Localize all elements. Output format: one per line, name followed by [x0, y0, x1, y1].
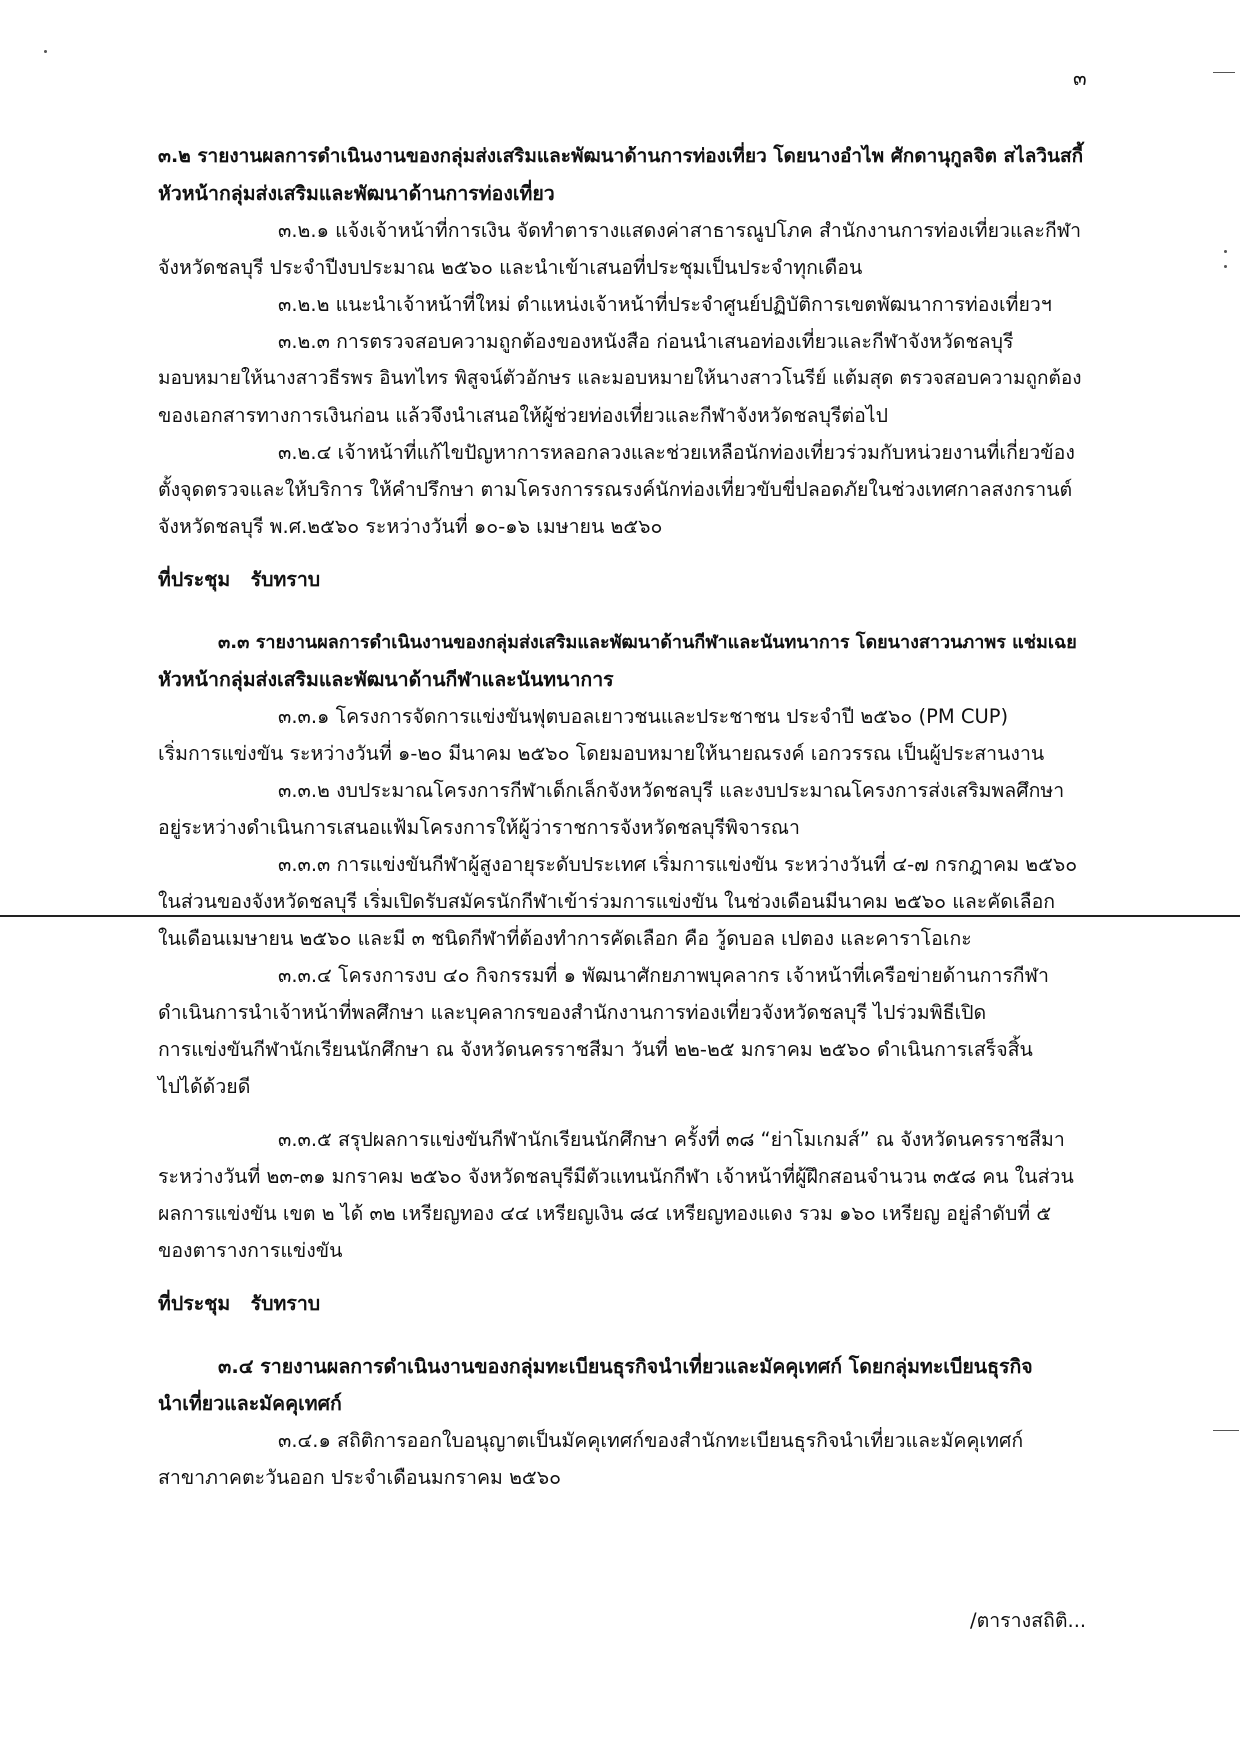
item-line: ดำเนินการนำเจ้าหน้าที่พลศึกษา และบุคลากรของสำนักงานการท่องเที่ยวจังหวัดชลบุรี ไปร่วมพิธีเปิด [158, 1001, 987, 1024]
item-line: ระหว่างวันที่ ๒๓-๓๑ มกราคม ๒๕๖๐ จังหวัดชลบุรีมีตัวแทนนักกีฬา เจ้าหน้าที่ผู้ฝึกสอนจำนวน ๓๕๘ คน ในส่วน [158, 1165, 1074, 1188]
item-line: มอบหมายให้นางสาวธีรพร อินทไทร พิสูจน์ตัวอักษร และมอบหมายให้นางสาวโนรีย์ แต้มสุด ตรวจสอบความถูกต้อง [158, 367, 1082, 389]
heading-line: ๓.๔ รายงานผลการดำเนินงานของกลุ่มทะเบียนธุรกิจนำเที่ยวและมัคคุเทศก์ โดยกลุ่มทะเบียนธุรกิจ [218, 1355, 1033, 1378]
section-3-4 [158, 1348, 1098, 1496]
item-3-3-4 [158, 957, 1098, 1105]
item-3-2-1 [158, 212, 1098, 286]
item-3-2-2 [158, 286, 1098, 323]
heading-line: นำเที่ยวและมัคคุเทศก์ [158, 1392, 342, 1415]
resolution-acknowledged: ที่ประชุม รับทราบ [158, 1292, 321, 1315]
item-3-4-1 [158, 1422, 1098, 1496]
scan-artifact-mark [1224, 265, 1227, 268]
item-line: ๓.๒.๒ แนะนำเจ้าหน้าที่ใหม่ ตำแหน่งเจ้าหน้าที่ประจำศูนย์ปฏิบัติการเขตพัฒนาการท่องเที่ยวฯ [278, 293, 1052, 316]
item-line: ๓.๔.๑ สถิติการออกใบอนุญาตเป็นมัคคุเทศก์ของสำนักทะเบียนธุรกิจนำเที่ยวและมัคคุเทศก์ [278, 1429, 1024, 1452]
item-line: ตั้งจุดตรวจและให้บริการ ให้คำปรึกษา ตามโครงการรณรงค์นักท่องเที่ยวขับขี่ปลอดภัยในช่วงเทศกาลสงกรานต์ [158, 478, 1073, 501]
heading-line: ๓.๒ รายงานผลการดำเนินงานของกลุ่มส่งเสริมและพัฒนาด้านการท่องเที่ยว โดยนางอำไพ ศักดานุกูลจิต สไลวินสกี้ [158, 145, 1084, 167]
item-3-2-4 [158, 434, 1098, 545]
item-line: ๓.๒.๔ เจ้าหน้าที่แก้ไขปัญหาการหลอกลวงและช่วยเหลือนักท่องเที่ยวร่วมกับหน่วยงานที่เกี่ยวข้อง [278, 441, 1075, 464]
section-heading [158, 138, 1098, 212]
section-3-2 [158, 138, 1098, 598]
document-body [158, 138, 1098, 1496]
page-number: ๓ [1073, 66, 1087, 90]
item-line: ๓.๓.๓ การแข่งขันกีฬาผู้สูงอายุระดับประเทศ เริ่มการแข่งขัน ระหว่างวันที่ ๔-๗ กรกฎาคม ๒๕๖๐ [278, 853, 1078, 876]
scan-artifact-mark [1224, 250, 1227, 253]
scan-artifact-mark [1213, 72, 1235, 73]
heading-line: หัวหน้ากลุ่มส่งเสริมและพัฒนาด้านการท่องเที่ยว [158, 182, 555, 205]
item-3-3-2 [158, 772, 1098, 846]
heading-line: หัวหน้ากลุ่มส่งเสริมและพัฒนาด้านกีฬาและนันทนาการ [158, 668, 614, 691]
item-line: ของเอกสารทางการเงินก่อน แล้วจึงนำเสนอให้ผู้ช่วยท่องเที่ยวและกีฬาจังหวัดชลบุรีต่อไป [158, 404, 888, 427]
section-heading [158, 624, 1098, 698]
item-line: ๓.๒.๑ แจ้งเจ้าหน้าที่การเงิน จัดทำตารางแสดงค่าสาธารณูปโภค สำนักงานการท่องเที่ยวและกีฬา [278, 219, 1082, 242]
section-heading [158, 1348, 1098, 1422]
item-line: ๓.๓.๒ งบประมาณโครงการกีฬาเด็กเล็กจังหวัดชลบุรี และงบประมาณโครงการส่งเสริมพลศึกษา [278, 779, 1065, 802]
item-line: ไปได้ด้วยดี [158, 1075, 251, 1098]
item-line: ผลการแข่งขัน เขต ๒ ได้ ๓๒ เหรียญทอง ๔๔ เหรียญเงิน ๘๔ เหรียญทองแดง รวม ๑๖๐ เหรียญ อยู่ลำดับที่ ๕ [158, 1202, 1052, 1225]
heading-line: ๓.๓ รายงานผลการดำเนินงานของกลุ่มส่งเสริมและพัฒนาด้านกีฬาและนันทนาการ โดยนางสาวนภาพร แช่มเฉย [218, 632, 1077, 653]
item-line: ๓.๓.๕ สรุปผลการแข่งขันกีฬานักเรียนนักศึกษา ครั้งที่ ๓๘ “ย่าโมเกมส์” ณ จังหวัดนครราชสีมา [278, 1128, 1065, 1151]
item-line: ของตารางการแข่งขัน [158, 1239, 343, 1262]
item-line: ในเดือนเมษายน ๒๕๖๐ และมี ๓ ชนิดกีฬาที่ต้องทำการคัดเลือก คือ วู้ดบอล เปตอง และคาราโอเกะ [158, 927, 972, 950]
scan-artifact-mark [44, 50, 47, 53]
section-3-3 [158, 624, 1098, 1322]
item-line: อยู่ระหว่างดำเนินการเสนอแฟ้มโครงการให้ผู้ว่าราชการจังหวัดชลบุรีพิจารณา [158, 816, 800, 839]
item-line: การแข่งขันกีฬานักเรียนนักศึกษา ณ จังหวัดนครราชสีมา วันที่ ๒๒-๒๕ มกราคม ๒๕๖๐ ดำเนินการเสร็จสิ้น [158, 1038, 1033, 1061]
scan-artifact-mark [1213, 1430, 1239, 1431]
item-line: ๓.๓.๔ โครงการงบ ๔๐ กิจกรรมที่ ๑ พัฒนาศักยภาพบุคลากร เจ้าหน้าที่เครือข่ายด้านการกีฬา [278, 964, 1049, 987]
item-3-3-1 [158, 698, 1098, 772]
item-line: จังหวัดชลบุรี ประจำปีงบประมาณ ๒๕๖๐ และนำเข้าเสนอที่ประชุมเป็นประจำทุกเดือน [158, 256, 863, 279]
item-line: ในส่วนของจังหวัดชลบุรี เริ่มเปิดรับสมัครนักกีฬาเข้าร่วมการแข่งขัน ในช่วงเดือนมีนาคม ๒๕๖๐ และคัดเลือก [158, 890, 1056, 913]
item-line: จังหวัดชลบุรี พ.ศ.๒๕๖๐ ระหว่างวันที่ ๑๐-๑๖ เมษายน ๒๕๖๐ [158, 515, 663, 538]
item-line: ๓.๓.๑ โครงการจัดการแข่งขันฟุตบอลเยาวชนและประชาชน ประจำปี ๒๕๖๐ (PM CUP) [278, 705, 1009, 728]
item-line: ๓.๒.๓ การตรวจสอบความถูกต้องของหนังสือ ก่อนนำเสนอท่องเที่ยวและกีฬาจังหวัดชลบุรี [278, 330, 1014, 353]
item-line: เริ่มการแข่งขัน ระหว่างวันที่ ๑-๒๐ มีนาคม ๒๕๖๐ โดยมอบหมายให้นายณรงค์ เอกวรรณ เป็นผู้ประสานงาน [158, 742, 1045, 765]
item-3-2-3 [158, 323, 1098, 434]
item-3-3-5 [158, 1121, 1098, 1269]
item-line: สาขาภาคตะวันออก ประจำเดือนมกราคม ๒๕๖๐ [158, 1466, 561, 1489]
item-3-3-3 [158, 846, 1098, 957]
continuation-marker: /ตารางสถิติ... [970, 1609, 1087, 1632]
resolution-acknowledged: ที่ประชุม รับทราบ [158, 568, 321, 591]
